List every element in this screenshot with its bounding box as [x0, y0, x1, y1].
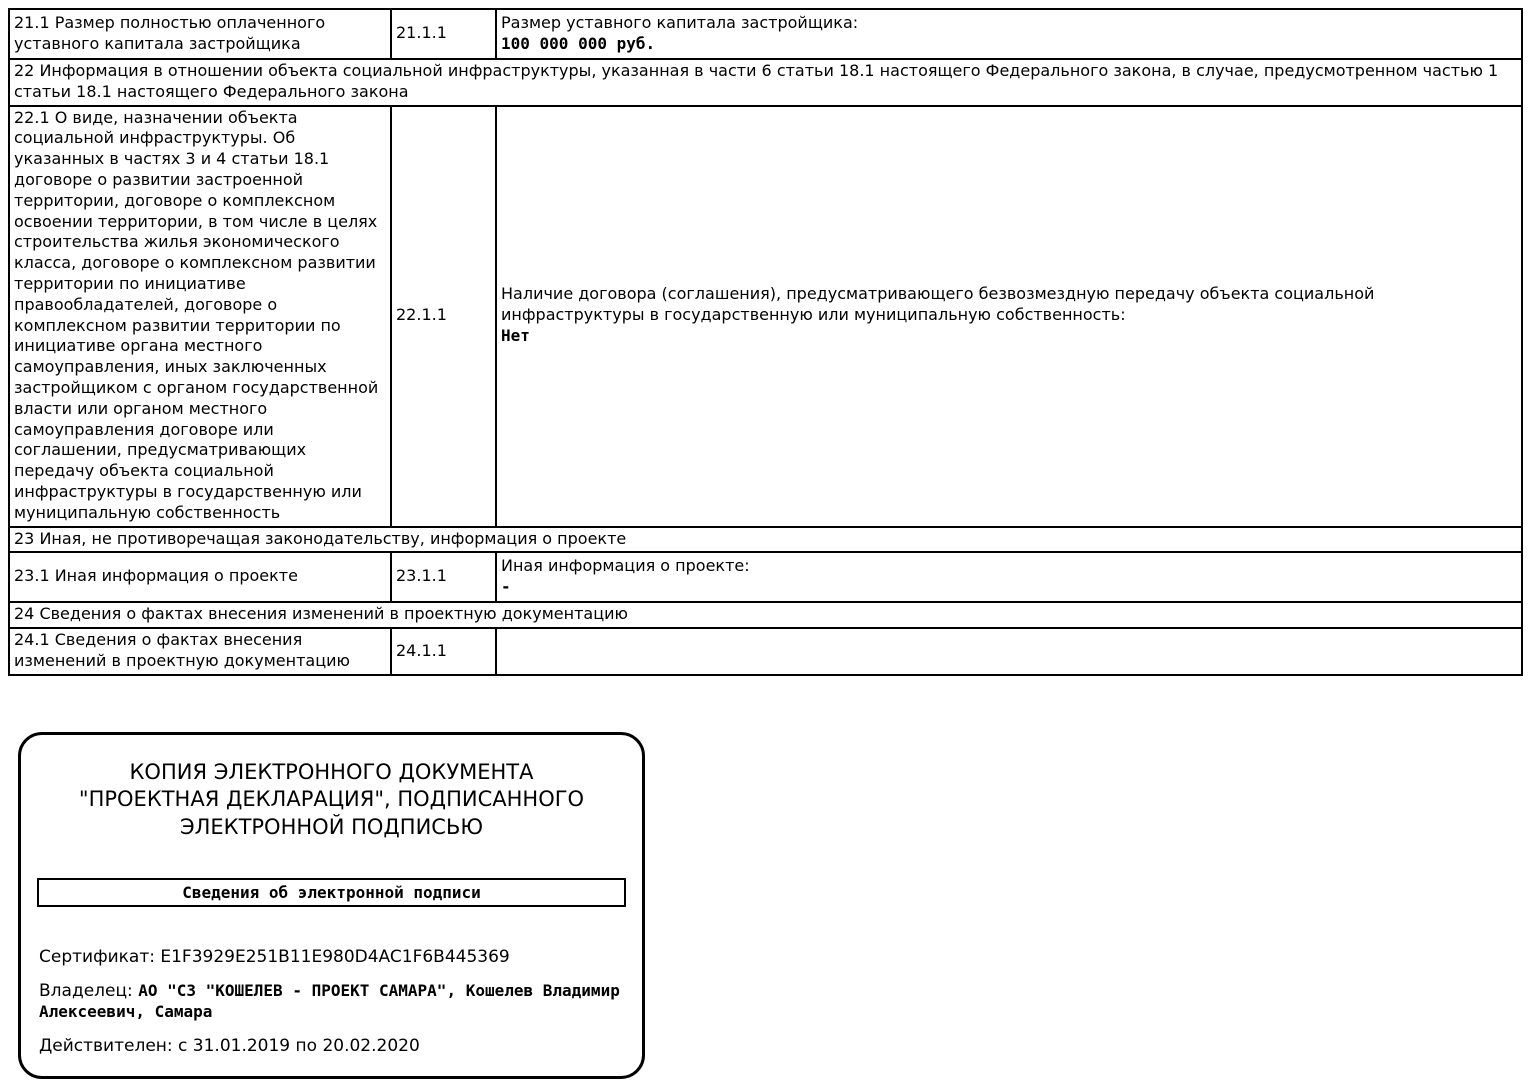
row-23-1-code-cell: 23.1.1	[391, 552, 496, 602]
table-row	[9, 9, 1522, 59]
certificate-label: Сертификат:	[39, 946, 161, 967]
value-label: Иная информация о проекте:	[501, 556, 750, 576]
declaration-table	[8, 8, 1523, 676]
owner-label: Владелец:	[39, 980, 139, 1001]
row-23-1-description-cell: 23.1 Иная информация о проекте	[9, 552, 391, 602]
row-22-1-value-cell	[496, 106, 1522, 527]
table-row	[9, 59, 1522, 106]
signature-info-header: Сведения об электронной подписи	[182, 882, 481, 902]
value-label: Наличие договора (соглашения), предусматривающего безвозмездную передачу объекта социальной инфраструктуры в государственную или муниципальную собственность:	[501, 284, 1375, 325]
section-22-header-cell: 22 Информация в отношении объекта социальной инфраструктуры, указанная в части 6 статьи 18.1 настоящего Федерального закона, в случае, предусмотренном частью 1 статьи 18.1 настоящего Федерального закона	[9, 59, 1522, 106]
table-row	[9, 106, 1522, 527]
value-text: -	[501, 576, 511, 596]
row-21-1-code-cell: 21.1.1	[391, 9, 496, 59]
certificate-value: E1F3929E251B11E980D4AC1F6B445369	[160, 946, 510, 967]
row-21-1-description-cell: 21.1 Размер полностью оплаченного уставного капитала застройщика	[9, 9, 391, 59]
signature-title: КОПИЯ ЭЛЕКТРОННОГО ДОКУМЕНТА "ПРОЕКТНАЯ ДЕКЛАРАЦИЯ", ПОДПИСАННОГО ЭЛЕКТРОННОЙ ПОДПИСЬЮ	[78, 759, 585, 840]
section-24-header-cell: 24 Сведения о фактах внесения изменений в проектную документацию	[9, 602, 1522, 628]
owner-value: АО "СЗ "КОШЕЛЕВ - ПРОЕКТ САМАРА", Кошелев Владимир Алексеевич, Самара	[39, 980, 620, 1022]
row-24-1-value-cell	[496, 628, 1522, 675]
value-label: Размер уставного капитала застройщика:	[501, 12, 859, 32]
validity-line: Действителен: с 31.01.2019 по 20.02.2020	[39, 1036, 420, 1057]
signature-info-header-box	[37, 878, 626, 907]
row-24-1-description-cell: 24.1 Сведения о фактах внесения изменений в проектную документацию	[9, 628, 391, 675]
table-row	[9, 552, 1522, 602]
table-row	[9, 602, 1522, 628]
row-21-1-value-cell	[496, 9, 1522, 59]
signature-stamp-block	[18, 732, 645, 1079]
section-23-header-cell: 23 Иная, не противоречащая законодательству, информация о проекте	[9, 527, 1522, 553]
value-text: Нет	[501, 325, 530, 345]
row-22-1-description-cell: 22.1 О виде, назначении объекта социальной инфраструктуры. Об указанных в частях 3 и 4 статьи 18.1 договоре о развитии застроенной территории, договоре о комплексном освоении территории, в том числе в целях строительства жилья экономического класса, договоре о комплексном развитии территории по инициативе правообладателей, договоре о комплексном развитии территории по инициативе органа местного самоуправления, иных заключенных застройщиком с органом государственной власти или органом местного самоуправления договоре или соглашении, предусматривающих передачу объекта социальной инфраструктуры в государственную или муниципальную собственность	[9, 106, 391, 527]
row-22-1-code-cell: 22.1.1	[391, 106, 496, 527]
table-row	[9, 628, 1522, 675]
row-23-1-value-cell	[496, 552, 1522, 602]
owner-line	[39, 981, 624, 1025]
table-row	[9, 527, 1522, 553]
certificate-line	[39, 947, 624, 969]
value-text: 100 000 000 руб.	[501, 33, 656, 53]
row-24-1-code-cell: 24.1.1	[391, 628, 496, 675]
